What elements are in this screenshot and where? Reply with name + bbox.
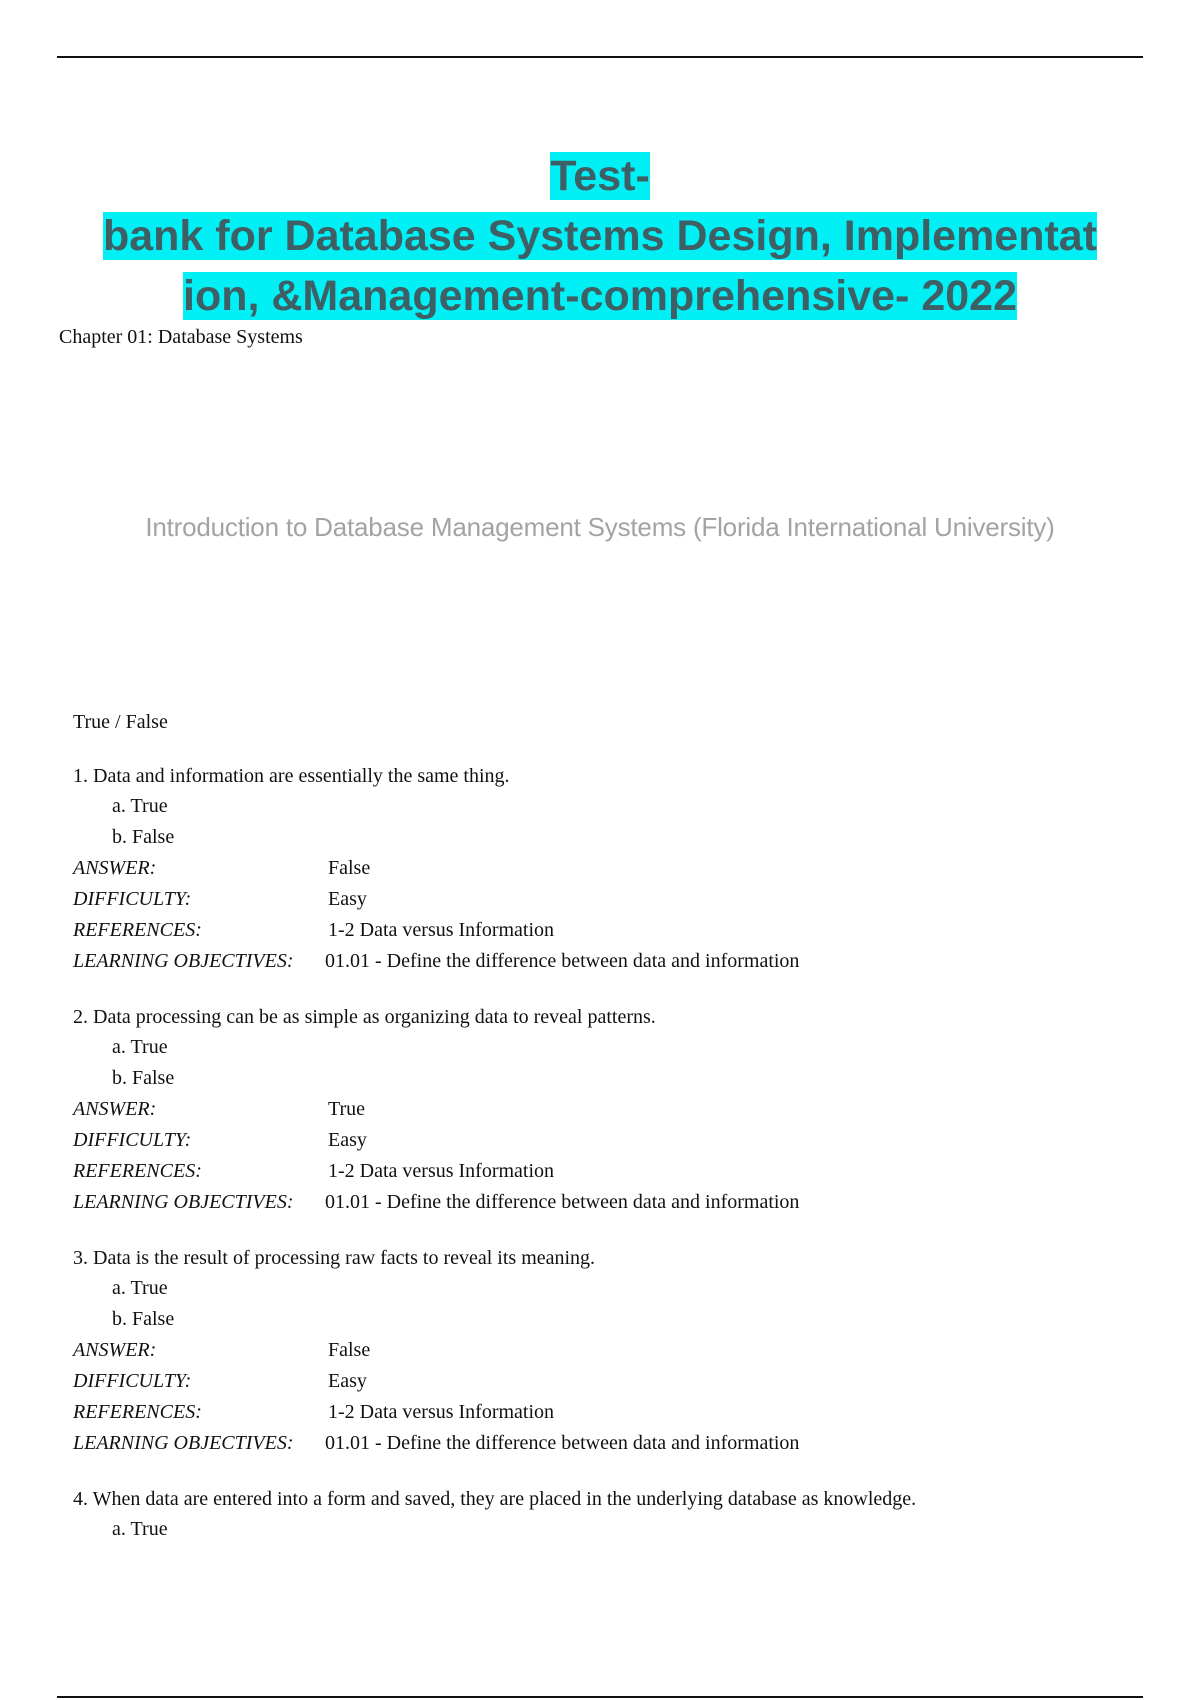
learning-objectives-row: [73, 946, 1153, 977]
references-value: 1-2 Data versus Information: [328, 1401, 555, 1423]
question-text: 4. When data are entered into a form and saved, they are placed in the underlying database as knowledge.: [73, 1488, 917, 1510]
title-line-1: [0, 146, 1200, 206]
learning-objectives-row: [73, 1187, 1153, 1218]
answer-option: b. False: [112, 1308, 175, 1330]
answer-row: [73, 853, 1153, 884]
top-divider: [57, 56, 1143, 58]
learning-objectives-label: LEARNING OBJECTIVES:: [73, 950, 294, 972]
answer-option: a. True: [112, 1277, 168, 1299]
question-item: [73, 1484, 1153, 1545]
title-highlight: bank for Database Systems Design,: [102, 212, 844, 260]
references-label: REFERENCES:: [73, 919, 202, 941]
answer-option: a. True: [112, 1036, 168, 1058]
answer-label: ANSWER:: [73, 857, 157, 879]
question-text: 2. Data processing can be as simple as organizing data to reveal patterns.: [73, 1006, 656, 1028]
course-name: Introduction to Database Management Systems (Florida International University): [145, 512, 1055, 542]
learning-objectives-value: 01.01 - Define the difference between data and information: [325, 1432, 800, 1454]
learning-objectives-label: LEARNING OBJECTIVES:: [73, 1191, 294, 1213]
references-label: REFERENCES:: [73, 1401, 202, 1423]
question-item: [73, 1243, 1153, 1459]
references-value: 1-2 Data versus Information: [328, 919, 555, 941]
difficulty-row: [73, 1366, 1153, 1397]
title-highlight: Implementat: [843, 212, 1098, 260]
difficulty-label: DIFFICULTY:: [73, 1370, 192, 1392]
title-line-3: [0, 266, 1200, 326]
chapter-heading: Chapter 01: Database Systems: [59, 326, 303, 348]
answer-row: [73, 1335, 1153, 1366]
difficulty-value: Easy: [328, 1370, 367, 1392]
references-label: REFERENCES:: [73, 1160, 202, 1182]
answer-option: b. False: [112, 1067, 175, 1089]
title-highlight: 2022: [909, 272, 1017, 320]
title-highlight: ion, &Management-comprehensive-: [183, 272, 910, 320]
question-item: [73, 761, 1153, 977]
question-text: 3. Data is the result of processing raw facts to reveal its meaning.: [73, 1247, 596, 1269]
learning-objectives-row: [73, 1428, 1153, 1459]
title-highlight: Test-: [550, 152, 650, 200]
title-line-2: [0, 206, 1200, 266]
references-value: 1-2 Data versus Information: [328, 1160, 555, 1182]
answer-option: a. True: [112, 1518, 168, 1540]
learning-objectives-label: LEARNING OBJECTIVES:: [73, 1432, 294, 1454]
difficulty-row: [73, 884, 1153, 915]
references-row: [73, 1156, 1153, 1187]
learning-objectives-value: 01.01 - Define the difference between data and information: [325, 1191, 800, 1213]
difficulty-label: DIFFICULTY:: [73, 888, 192, 910]
difficulty-row: [73, 1125, 1153, 1156]
difficulty-value: Easy: [328, 1129, 367, 1151]
answer-label: ANSWER:: [73, 1339, 157, 1361]
answer-value: False: [328, 857, 371, 879]
bottom-divider: [57, 1696, 1143, 1698]
difficulty-label: DIFFICULTY:: [73, 1129, 192, 1151]
answer-row: [73, 1094, 1153, 1125]
answer-label: ANSWER:: [73, 1098, 157, 1120]
references-row: [73, 915, 1153, 946]
answer-option: b. False: [112, 826, 175, 848]
references-row: [73, 1397, 1153, 1428]
answer-value: True: [328, 1098, 366, 1120]
answer-option: a. True: [112, 795, 168, 817]
section-title: True / False: [73, 711, 168, 733]
document-title: [0, 146, 1200, 326]
question-text: 1. Data and information are essentially the same thing.: [73, 765, 510, 787]
answer-value: False: [328, 1339, 371, 1361]
question-item: [73, 1002, 1153, 1218]
learning-objectives-value: 01.01 - Define the difference between data and information: [325, 950, 800, 972]
difficulty-value: Easy: [328, 888, 367, 910]
